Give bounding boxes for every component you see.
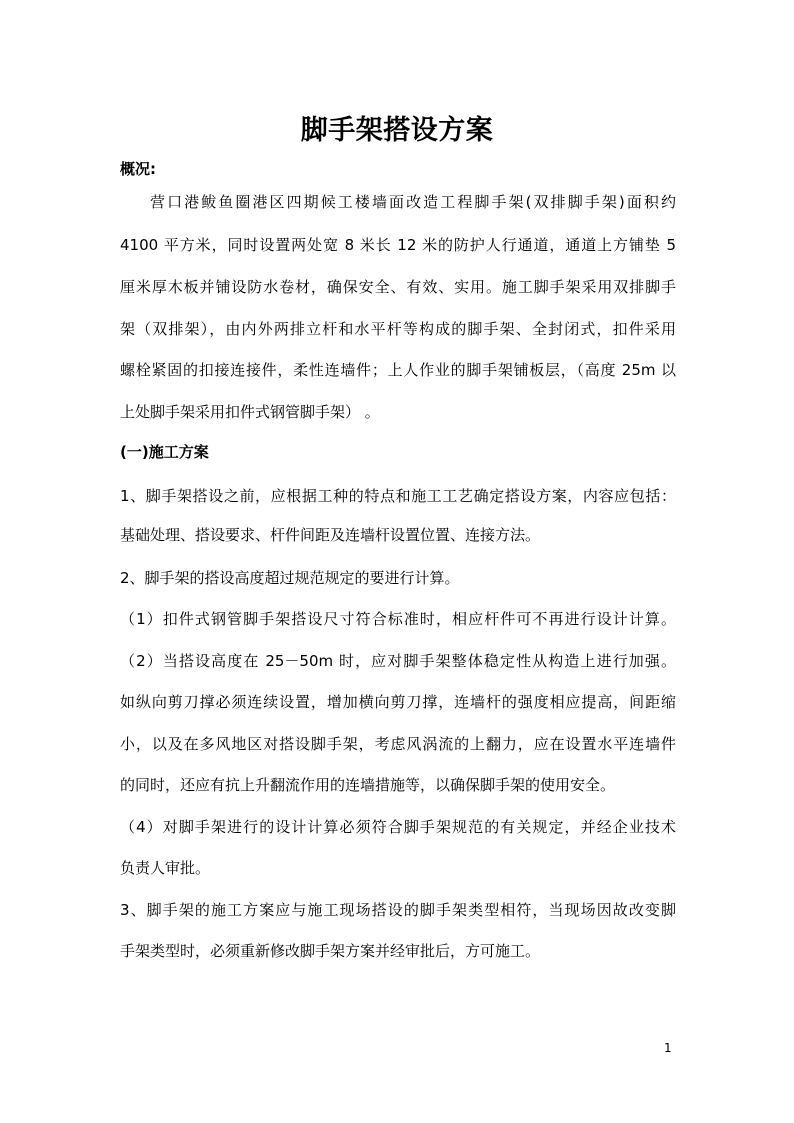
document-title: 脚手架搭设方案 bbox=[300, 115, 494, 146]
section-line: （4）对脚手架进行的设计计算必须符合脚手架规范的有关规定，并经企业技术 bbox=[120, 818, 676, 836]
section-line: （1）扣件式钢管脚手架搭设尺寸符合标准时，相应杆件可不再进行设计计算。 bbox=[120, 610, 676, 628]
overview-line: 4100 平方米，同时设置两处宽 8 米长 12 米的防护人行通道，通道上方铺垫 5 bbox=[120, 236, 676, 254]
overview-line: 上处脚手架采用扣件式钢管脚手架） 。 bbox=[120, 403, 380, 421]
section-line: 2、脚手架的搭设高度超过规范规定的要进行计算。 bbox=[120, 569, 460, 587]
section-heading: (一)施工方案 bbox=[120, 443, 209, 461]
section-line: 的同时，还应有抗上升翻流作用的连墙措施等，以确保脚手架的使用安全。 bbox=[120, 776, 616, 794]
section-line: 小，以及在多风地区对搭设脚手架，考虑风涡流的上翻力，应在设置水平连墙件 bbox=[120, 735, 676, 753]
overview-line: 营口港鲅鱼圈港区四期候工楼墙面改造工程脚手架(双排脚手架)面积约 bbox=[150, 193, 676, 211]
section-line: （2）当搭设高度在 25－50m 时，应对脚手架整体稳定性从构造上进行加强。 bbox=[120, 652, 676, 670]
overview-line: 厘米厚木板并铺设防水卷材，确保安全、有效、实用。施工脚手架采用双排脚手 bbox=[120, 278, 676, 296]
section-line: 3、脚手架的施工方案应与施工现场搭设的脚手架类型相符，当现场因故改变脚 bbox=[120, 901, 676, 919]
section-line: 基础处理、搭设要求、杆件间距及连墙杆设置位置、连接方法。 bbox=[120, 526, 541, 544]
page-number: 1 bbox=[664, 1041, 672, 1055]
overview-heading: 概况: bbox=[120, 160, 156, 178]
overview-line: 螺栓紧固的扣接连接件，柔性连墙件；上人作业的脚手架铺板层，（高度 25m 以 bbox=[120, 361, 676, 379]
section-line: 1、脚手架搭设之前，应根据工种的特点和施工工艺确定搭设方案，内容应包括： bbox=[120, 487, 676, 505]
section-line: 负责人审批。 bbox=[120, 859, 211, 877]
overview-line: 架（双排架），由内外两排立杆和水平杆等构成的脚手架、全封闭式，扣件采用 bbox=[120, 320, 676, 338]
section-line: 手架类型时，必须重新修改脚手架方案并经审批后，方可施工。 bbox=[120, 942, 541, 960]
section-line: 如纵向剪刀撑必须连续设置，增加横向剪刀撑，连墙杆的强度相应提高，间距缩 bbox=[120, 693, 676, 711]
